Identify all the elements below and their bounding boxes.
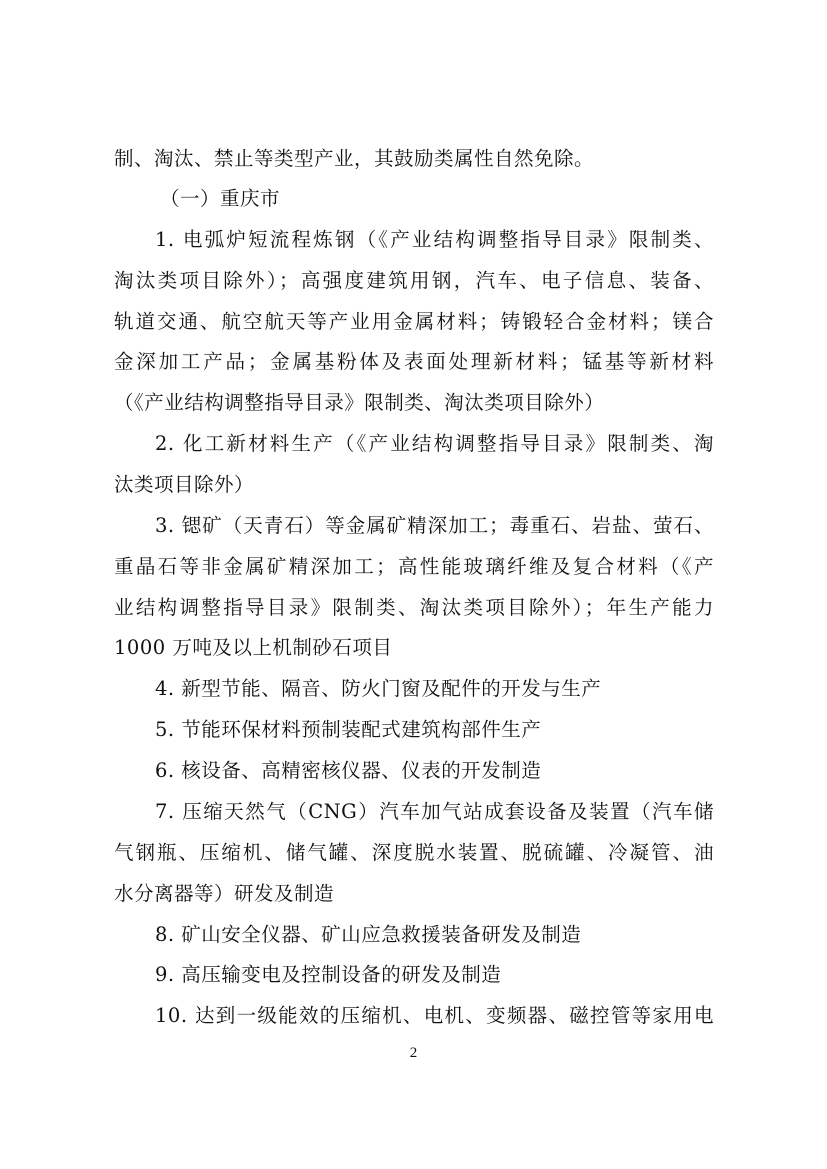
list-item-3-line: 3. 锶矿（天青石）等金属矿精深加工；毒重石、岩盐、萤石、 [155, 514, 714, 537]
text-line: （《产业结构调整指导目录》限制类、淘汰类项目除外） [114, 391, 605, 414]
list-item-8: 8. 矿山安全仪器、矿山应急救援装备研发及制造 [155, 923, 582, 946]
list-item-6: 6. 核设备、高精密核仪器、仪表的开发制造 [155, 759, 542, 782]
section-heading: （一）重庆市 [160, 187, 281, 210]
text-line: 金深加工产品；金属基粉体及表面处理新材料；锰基等新材料 [114, 350, 714, 373]
list-item-1-line: 1. 电弧炉短流程炼钢（《产业结构调整指导目录》限制类、 [155, 228, 714, 251]
list-item-4: 4. 新型节能、隔音、防火门窗及配件的开发与生产 [155, 677, 602, 700]
list-item-2-line: 2. 化工新材料生产（《产业结构调整指导目录》限制类、淘 [155, 432, 714, 455]
list-item-5: 5. 节能环保材料预制装配式建筑构部件生产 [155, 718, 542, 741]
text-line: 轨道交通、航空航天等产业用金属材料；铸锻轻合金材料；镁合 [114, 310, 714, 333]
list-item-9: 9. 高压输变电及控制设备的研发及制造 [155, 963, 502, 986]
text-line: 气钢瓶、压缩机、储气罐、深度脱水装置、脱硫罐、冷凝管、油 [114, 841, 714, 864]
list-item-7-line: 7. 压缩天然气（CNG）汽车加气站成套设备及装置（汽车储 [155, 800, 714, 823]
text-line: 业结构调整指导目录》限制类、淘汰类项目除外）；年生产能力 [114, 596, 714, 619]
text-line: 汰类项目除外） [114, 473, 255, 496]
page-number: 2 [409, 1045, 418, 1061]
text-line: 重晶石等非金属矿精深加工；高性能玻璃纤维及复合材料（《产 [114, 555, 714, 578]
list-item-10-line: 10. 达到一级能效的压缩机、电机、变频器、磁控管等家用电 [155, 1004, 714, 1027]
text-line: 制、淘汰、禁止等类型产业，其鼓励类属性自然免除。 [114, 147, 595, 170]
text-line: 1000 万吨及以上机制砂石项目 [114, 636, 393, 659]
text-line: 淘汰类项目除外）；高强度建筑用钢，汽车、电子信息、装备、 [114, 269, 714, 292]
text-line: 水分离器等）研发及制造 [114, 882, 335, 905]
